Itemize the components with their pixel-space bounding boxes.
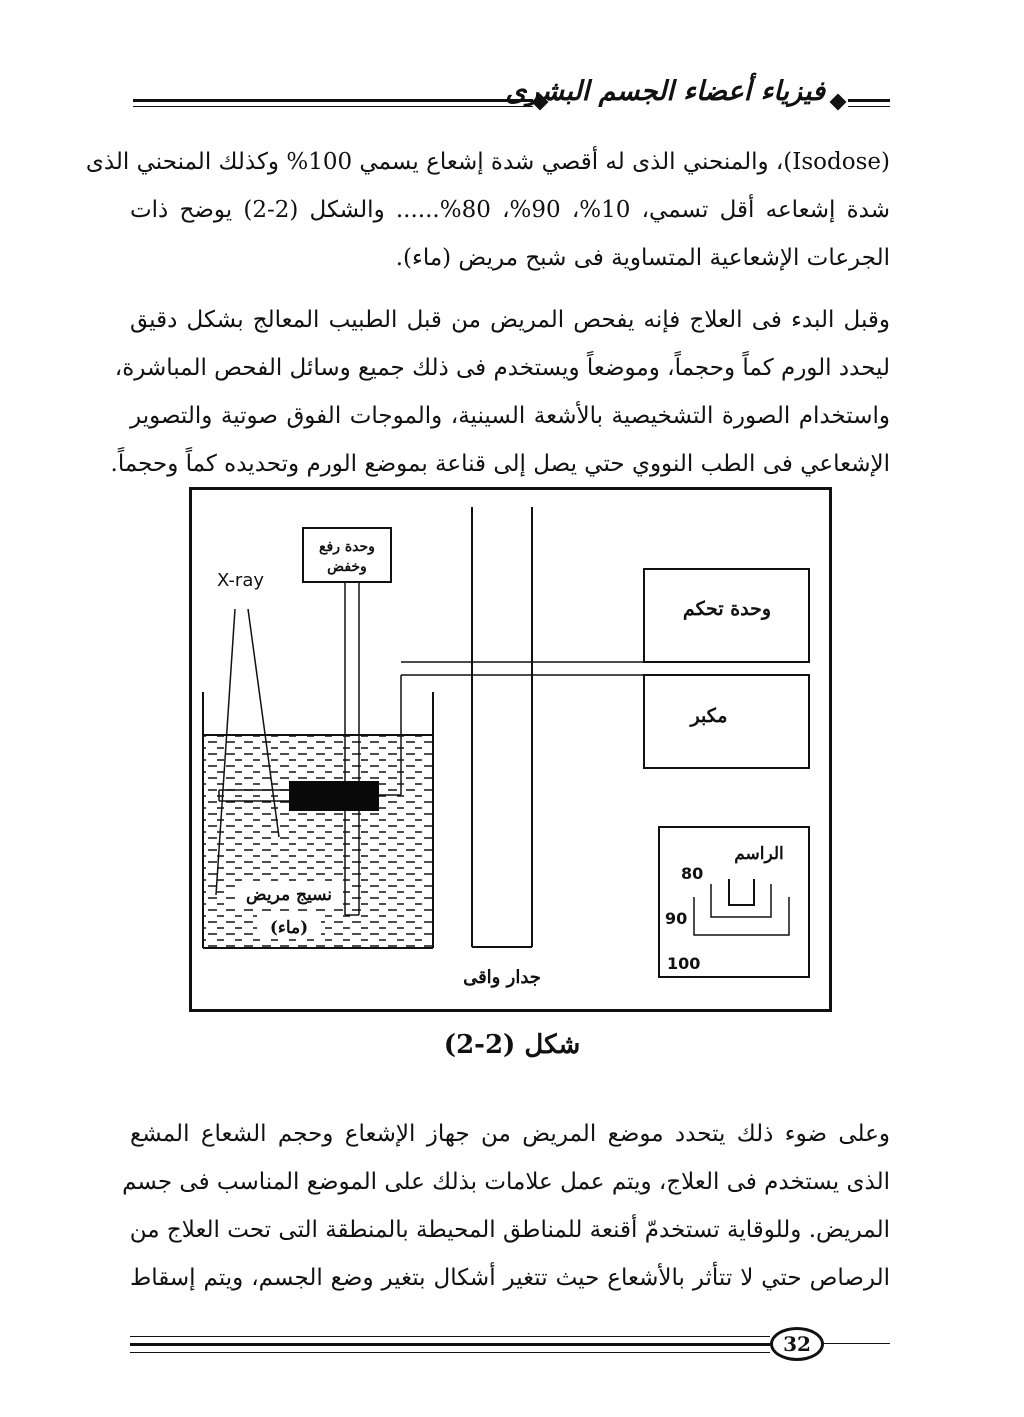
paragraph-line: الجرعات الإشعاعية المتساوية فى شبح مريض (ماء). (395, 245, 890, 271)
paragraph-line: (Isodose)، والمنحني الذى له أقصي شدة إشعاع يسمي 100% وكذلك المنحني الذى (85, 149, 890, 175)
water-label: (ماء) (269, 918, 309, 938)
amplifier-label: مكبر (690, 705, 728, 727)
header-rule-right (848, 99, 890, 102)
isodose-apparatus-diagram (189, 487, 832, 1012)
paragraph-line: شدة إشعاعه أقل تسمي، 10%، 90%، 80%...... والشكل (2-2) يوضح ذات (130, 197, 891, 223)
book-title: فيزياء أعضاء الجسم البشرى (505, 76, 825, 107)
paragraph-line: الذى يستخدم فى العلاج، ويتم عمل علامات بذلك على الموضع المناسب فى جسم (122, 1169, 890, 1195)
level-90-label: 90 (665, 909, 688, 928)
recorder-label: الراسم (734, 844, 784, 864)
paragraph-line: الرصاص حتي لا تتأثر بالأشعاع حيث تتغير أشكال بتغير وضع الجسم، ويتم إسقاط (130, 1265, 890, 1291)
header-diamond-right-icon (830, 94, 847, 111)
control-unit-label: وحدة تحكم (682, 598, 772, 620)
footer-rule-right (824, 1343, 890, 1344)
footer-rule-thin (130, 1336, 770, 1337)
paragraph-line: ليحدد الورم كماً وحجماً، وموضعاً ويستخدم فى ذلك جميع وسائل الفحص المباشرة، (114, 355, 890, 381)
level-100-label: 100 (667, 954, 701, 973)
paragraph-3 (122, 1110, 890, 1302)
lift-unit-label: وحدة رفع (319, 539, 375, 555)
header-rule-right-thin (848, 106, 890, 107)
shield-wall-label: جدار واقى (463, 967, 541, 988)
xray-label: X-ray (217, 570, 265, 591)
shield-wall (472, 507, 532, 947)
water-tank (203, 692, 433, 948)
level-80-label: 80 (681, 864, 704, 883)
paragraph-1 (85, 138, 891, 282)
paragraph-line: واستخدام الصورة التشخيصية بالأشعة السينية، والموجات الفوق صوتية والتصوير (130, 403, 890, 429)
paragraph-line: وعلى ضوء ذلك يتحدد موضع المريض من جهاز الإشعاع وحجم الشعاع المشع (130, 1121, 890, 1147)
page-number: 32 (783, 1332, 811, 1356)
paragraph-2 (110, 296, 890, 488)
paragraph-line: الإشعاعي فى الطب النووي حتي يصل إلى قناعة بموضع الورم وتحديده كماً وحجماً. (110, 451, 890, 477)
lift-unit-label-2: وخفض (327, 559, 367, 575)
page-number-badge (770, 1327, 824, 1361)
detector-block (289, 781, 379, 811)
patient-tissue-label: نسيج مريض (246, 885, 332, 905)
paragraph-line: وقبل البدء فى العلاج فإنه يفحص المريض من قبل الطبيب المعالج بشكل دقيق (130, 307, 890, 333)
paragraph-line: المريض. وللوقاية تستخدمّ أقنعة للمناطق المحيطة بالمنطقة التى تحت العلاج من (129, 1217, 890, 1243)
header-rule-left-thin (133, 106, 533, 107)
footer-rule (130, 1343, 770, 1346)
footer-rule-thin-bottom (130, 1352, 770, 1353)
figure-caption: شكل (2-2) (443, 1030, 581, 1060)
header-rule-left (133, 99, 533, 102)
